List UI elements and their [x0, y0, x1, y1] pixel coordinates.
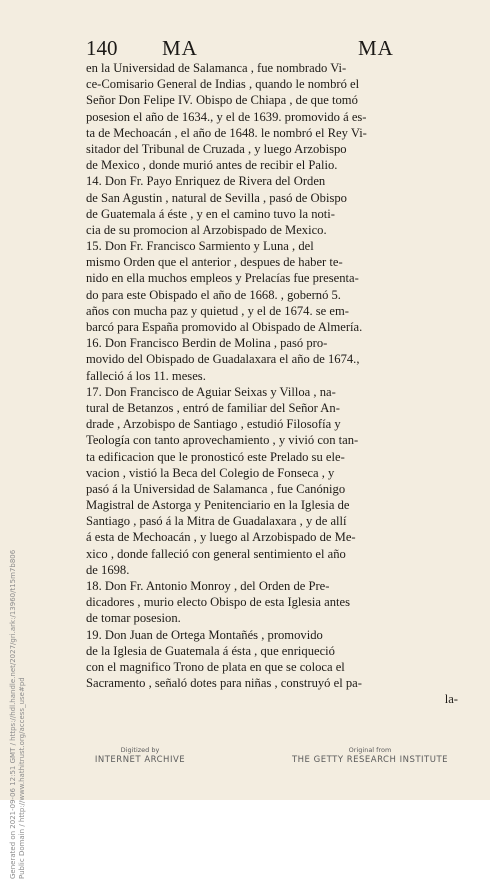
- text-line: de San Agustin , natural de Sevilla , pasó de Obispo: [86, 190, 347, 205]
- text-line: de Guatemala á éste , y en el camino tuvo la noti-: [86, 206, 335, 221]
- page-header: [86, 36, 466, 60]
- text-line: pasó á la Universidad de Salamanca , fue Canónigo: [86, 481, 346, 496]
- text-line: ta de Mechoacán , el año de 1648. le nombró el Rey Vi-: [86, 125, 367, 140]
- text-line: de la Iglesia de Guatemala á ésta , que enriqueció: [86, 643, 335, 658]
- original-from-block: [270, 746, 470, 766]
- text-line: Magistral de Astorga y Penitenciario en la Iglesia de: [86, 498, 350, 513]
- internet-archive-label: INTERNET ARCHIVE: [94, 755, 186, 765]
- text-line: en la Universidad de Salamanca , fue nombrado Vi-: [86, 61, 347, 75]
- text-line: cia de su promocion al Arzobispado de Mexico.: [86, 222, 327, 237]
- text-line: años con mucha paz y quietud , y el de 1674. se em-: [86, 303, 349, 318]
- text-line: nido en ella muchos empleos y Prelacías fue presenta-: [86, 271, 359, 286]
- text-line: con el magnifico Trono de plata en que se coloca el: [86, 659, 345, 674]
- text-line: barcó para España promovido al Obispado de Almería.: [86, 320, 363, 334]
- text-line: drade , Arzobispo de Santiago , estudió Filosofía y: [86, 417, 341, 432]
- text-line: Santiago , pasó á la Mitra de Guadalaxara , y de allí: [86, 514, 347, 529]
- text-line: posesion el año de 1634., y el de 1639. promovido á es-: [86, 109, 367, 124]
- catchword: la-: [444, 692, 458, 707]
- text-line: 16. Don Francisco Berdin de Molina , pasó pro-: [86, 336, 328, 351]
- body-text: [86, 60, 458, 708]
- page-footer: [0, 740, 490, 800]
- text-line: Teología con tanto aprovechamiento , y vivió con tan-: [86, 433, 359, 448]
- text-line: mismo Orden que el anterior , despues de haber te-: [86, 255, 343, 270]
- text-line: de 1698.: [86, 562, 130, 577]
- text-line: Sacramento , señaló dotes para niñas , construyó el pa-: [86, 676, 362, 691]
- original-from-label: Original from: [348, 746, 392, 754]
- text-line: 14. Don Fr. Payo Enriquez de Rivera del Orden: [86, 174, 326, 189]
- text-line: sitador del Tribunal de Cruzada , y luego Arzobispo: [86, 141, 347, 156]
- text-line: xico , donde falleció con general sentimiento el año: [86, 546, 346, 561]
- generated-note: Generated on 2021-09-06 12:51 GMT / https://hdl.handle.net/2027/gri.ark:/13960/t15m7b806: [9, 549, 17, 879]
- running-head-right: MA: [358, 36, 394, 60]
- text-line: vacion , vistió la Beca del Colegio de Fonseca , y: [86, 465, 335, 480]
- text-line: ce-Comisario General de Indias , quando le nombró el: [86, 77, 360, 92]
- text-line: 15. Don Fr. Francisco Sarmiento y Luna , del: [86, 239, 314, 254]
- public-domain-note: Public Domain / http://www.hathitrust.org/access_use#pd: [18, 677, 26, 879]
- text-line: falleció á los 11. meses.: [86, 368, 206, 383]
- running-head-left: MA: [162, 36, 198, 60]
- text-line: 17. Don Francisco de Aguiar Seixas y Villoa , na-: [86, 384, 336, 399]
- text-line: 18. Don Fr. Antonio Monroy , del Orden de Pre-: [86, 579, 330, 593]
- text-line: de Mexico , donde murió antes de recibir el Palio.: [86, 158, 338, 173]
- getty-institute-label: THE GETTY RESEARCH INSTITUTE: [291, 755, 449, 765]
- text-line: do para este Obispado el año de 1668. , gobernó 5.: [86, 287, 341, 302]
- text-line: de tomar posesion.: [86, 611, 181, 626]
- digitized-by-label: Digitized by: [120, 746, 160, 754]
- text-line: dicadores , murio electo Obispo de esta Iglesia antes: [86, 595, 351, 610]
- page-number: 140: [86, 36, 118, 60]
- text-line: Señor Don Felipe IV. Obispo de Chiapa , de que tomó: [86, 93, 358, 108]
- text-line: ta edificacion que le pronosticó este Prelado su ele-: [86, 449, 345, 464]
- digitized-by-block: [40, 746, 240, 766]
- text-line: 19. Don Juan de Ortega Montañés , promovido: [86, 627, 323, 642]
- text-line: á esta de Mechoacán , y luego al Arzobispado de Me-: [86, 530, 356, 545]
- text-line: movido del Obispado de Guadalaxara el año de 1674.,: [86, 352, 360, 367]
- text-line: tural de Betanzos , entró de familiar del Señor An-: [86, 400, 340, 415]
